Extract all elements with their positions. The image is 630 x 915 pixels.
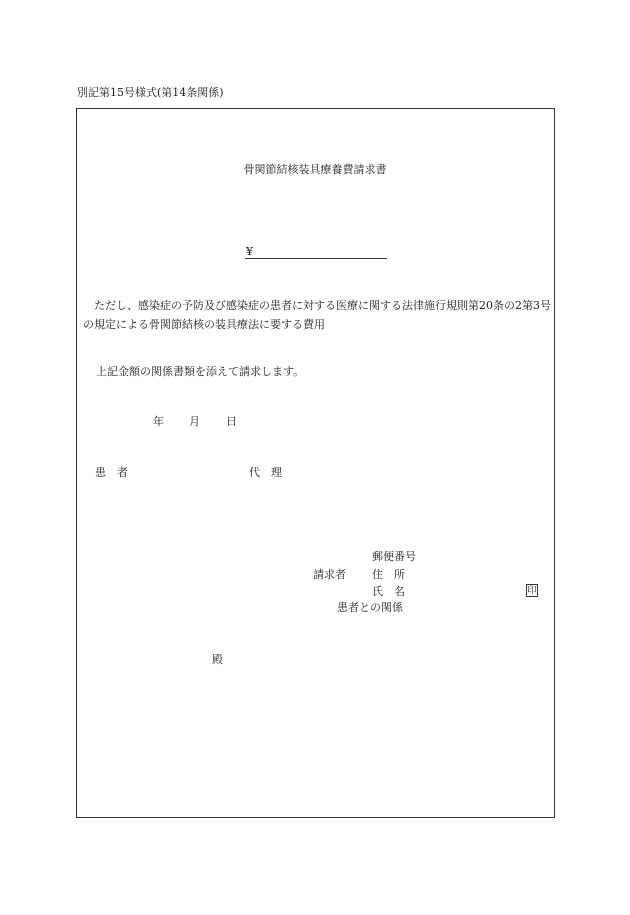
form-number-label: 別記第15号様式(第14条関係) [77,86,224,99]
amount-field[interactable] [245,258,387,259]
addressee-honorific: 殿 [212,653,223,666]
address-label: 住所 [372,568,416,581]
claim-statement: 上記金額の関係書類を添えて請求します。 [96,365,305,378]
date-month-label: 月 [189,415,200,428]
purpose-note: ただし、感染症の予防及び感染症の患者に対する医療に関する法律施行規則第20条の2第3号の規定による骨関節結核の装具療法に要する費用 [83,299,551,331]
seal-icon: 印 [527,586,537,596]
relation-to-patient-label: 患者との関係 [337,601,403,614]
postal-code-label: 郵便番号 [372,550,416,563]
patient-label: 患者 [95,466,139,479]
proxy-label: 代理 [249,466,293,479]
date-year-label: 年 [153,415,164,428]
yen-symbol: ¥ [246,245,253,258]
claimant-label: 請求者 [313,568,346,581]
form-frame [76,108,555,818]
date-day-label: 日 [226,415,237,428]
name-label: 氏名 [372,585,416,598]
document-title: 骨関節結核装具療養費請求書 [243,163,387,176]
